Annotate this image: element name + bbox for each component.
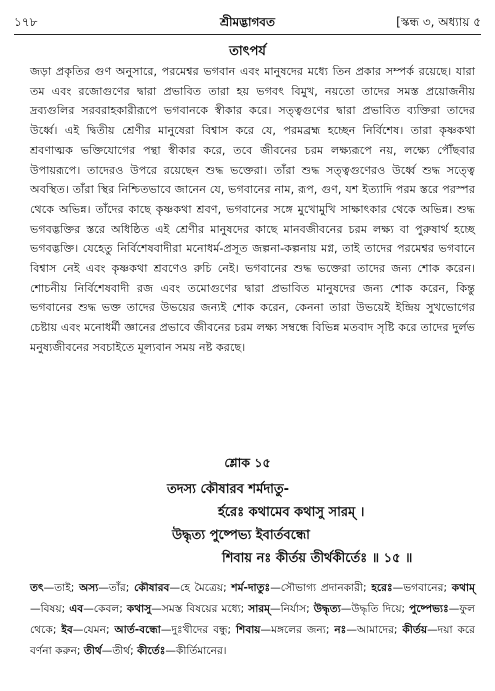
synonym-word: নঃ — [334, 624, 347, 636]
sanskrit-verse — [0, 478, 495, 570]
synonym-word: সারম্ — [248, 603, 271, 615]
sloka-heading: শ্লোক ১৫ — [224, 455, 271, 470]
synonym-meaning: হে মৈত্রেয়; — [180, 582, 232, 594]
synonym-word: আর্ত-বন্ধো — [114, 624, 161, 636]
page-number: ১৭৮ — [14, 15, 38, 29]
synonym-meaning: তীর্থ; — [112, 645, 138, 657]
synonym-meaning: সমস্ত বিষয়ের মধ্যে; — [161, 603, 249, 615]
word-synonyms — [30, 578, 475, 662]
chapter-reference: [স্কন্ধ ৩, অধ্যায় ৫ — [396, 15, 481, 29]
synonym-word: পুষ্পেভ্যঃ — [409, 603, 449, 615]
synonym-word: কথাম্ — [451, 582, 475, 594]
synonym-meaning: উদ্ধৃতি দিয়ে; — [351, 603, 410, 615]
synonym-word: শর্ম-দাতুঃ — [231, 582, 271, 594]
synonym-word: অস্য — [79, 582, 99, 594]
synonym-word: হরেঃ — [371, 582, 393, 594]
synonym-word: তৎ — [30, 582, 44, 594]
synonym-word: কথাসু — [126, 603, 152, 615]
synonym-word: কৌষারব — [134, 582, 170, 594]
verse-line: র্হরেঃ কথামেব কথাসু সারম্ । — [218, 505, 365, 520]
synonym-word: এব — [69, 603, 84, 615]
synonym-meaning: তাঁর; — [108, 582, 135, 594]
verse-line: তদস্য কৌষারব শর্মদাতু- — [167, 482, 290, 497]
purport-title: তাৎপর্য — [229, 44, 266, 59]
synonym-word: উদ্ধৃত্য — [313, 603, 341, 615]
synonym-meaning: কীর্তিমানের। — [175, 645, 227, 657]
synonym-meaning: ভগবানের; — [403, 582, 452, 594]
synonym-meaning: সৌভাগ্য প্রদানকারী; — [280, 582, 372, 594]
verse-line: উদ্ধৃত্য পুষ্পেভ্য ইবার্তবন্ধো — [172, 528, 310, 543]
synonyms-paragraph: তৎ—তাই; অস্য—তাঁর; কৌষারব—হে মৈত্রেয়; শর্ম-দাতুঃ—সৌভাগ্য প্রদানকারী; হরেঃ—ভগবানের; কথাম্—বিষয়; এব—কেবল; কথাসু—সমস্ত বিষয়ের মধ্যে; সারম্—নির্যাস; উদ্ধৃত্য—উদ্ধৃতি দিয়ে; পুষ্পেভ্যঃ—ফুল থেকে; ইব—যেমন; আর্ত-বন্ধো—দুঃখীদের বন্ধু; শিবায়—মঙ্গলের জন্য; নঃ—আমাদের; কীর্তয়—দয়া করে বর্ণনা করুন; তীর্থ—তীর্থ; কীর্তেঃ—কীর্তিমানের। — [30, 582, 475, 657]
synonym-meaning: ফুল থেকে; — [30, 603, 475, 636]
synonym-meaning: দয়া করে বর্ণনা করুন; — [30, 624, 475, 657]
synonym-meaning: তাই; — [54, 582, 80, 594]
synonym-meaning: দুঃখীদের বন্ধু; — [171, 624, 237, 636]
purport-paragraph: জড়া প্রকৃতির গুণ অনুসারে, পরমেশ্বর ভগবান এবং মানুষদের মধ্যে তিন প্রকার সম্পর্ক রয়েছে। যারা তম এবং রজোগুণের দ্বারা প্রভাবিত তারা হয় ভগবৎ বিমুখ, নয়তো তাদের সমস্ত প্রয়োজনীয় দ্রব্যগুলির সরবরাহকারীরূপে ভগবানকে স্বীকার করে। সত্ত্বগুণের দ্বারা প্রভাবিত ব্যক্তিরা তাদের উর্ধ্বে। এই দ্বিতীয় শ্রেণীর মানুষেরা বিশ্বাস করে যে, পরমব্রহ্ম হচ্ছেন নির্বিশেষ। তারা কৃষ্ণকথা শ্রবণাত্মক ভক্তিযোগের পন্থা স্বীকার করে, তবে জীবনের চরম লক্ষ্যরূপে নয়, লক্ষ্যে পৌঁছবার উপায়রূপে। তাদেরও উপরে রয়েছেন শুদ্ধ ভক্তেরা। তাঁরা শুদ্ধ সত্ত্বগুণেরও উর্ধ্বে শুদ্ধ সত্ত্বে অবস্থিত। তাঁরা স্থির নিশ্চিতভাবে জানেন যে, ভগবানের নাম, রূপ, গুণ, যশ ইত্যাদি পরম স্তরে পরস্পর থেকে অভিন্ন। তাঁদের কাছে কৃষ্ণকথা শ্রবণ, ভগবানের সঙ্গে মুখোমুখি সাক্ষাৎকার থেকে অভিন্ন। শুদ্ধ ভগবদ্ভক্তির স্তরে অধিষ্ঠিত এই শ্রেণীর মানুষদের কাছে মানবজীবনের চরম লক্ষ্য বা পুরুষার্থ হচ্ছে ভগবদ্ভক্তি। যেহেতু নির্বিশেষবাদীরা মনোধর্ম-প্রসূত জল্পনা-কল্পনায় মগ্ন, তাই তাদের পরমেশ্বর ভগবানে বিশ্বাস নেই এবং কৃষ্ণকথা শ্রবণেও রুচি নেই। ভগবানের শুদ্ধ ভক্তেরা তাদের জন্য শোক করেন। শোচনীয় নির্বিশেষবাদী রজ এবং তমোগুণের দ্বারা প্রভাবিত মানুষদের জন্য শোক করেন, কিন্তু ভগবানের শুদ্ধ ভক্ত তাদের উভয়ের জন্যই শোক করেন, কেননা তারা উভয়েই ইন্দ্রিয় সুখভোগের চেষ্টায় এবং মনোধর্মী জ্ঞানের প্রভাবে জীবনের চরম লক্ষ্য সম্বন্ধে বিভিন্ন মতবাদ সৃষ্টি করে তাদের দুর্লভ মনুষ্যজীবনের সবচাইতে মূল্যবান সময় নষ্ট করছে। — [30, 65, 476, 354]
page-header — [14, 10, 481, 35]
verse-line: শিবায় নঃ কীর্তয় তীর্থকীর্তেঃ ॥ ১৫ ॥ — [222, 551, 413, 566]
synonym-word: কীর্তয় — [402, 624, 428, 636]
purport-body — [30, 62, 475, 358]
synonym-word: কীর্তেঃ — [137, 645, 166, 657]
synonym-meaning: মঙ্গলের জন্য; — [271, 624, 335, 636]
synonym-meaning: আমাদের; — [356, 624, 403, 636]
synonym-meaning: নির্যাস; — [280, 603, 314, 615]
synonym-meaning: বিষয়; — [40, 603, 70, 615]
synonym-word: শিবায় — [236, 624, 261, 636]
synonym-meaning: কেবল; — [93, 603, 127, 615]
synonym-meaning: যেমন; — [83, 624, 115, 636]
synonym-word: ইব — [61, 624, 73, 636]
book-title: শ্রীমদ্ভাগবত — [219, 15, 275, 29]
synonym-word: তীর্থ — [83, 645, 102, 657]
